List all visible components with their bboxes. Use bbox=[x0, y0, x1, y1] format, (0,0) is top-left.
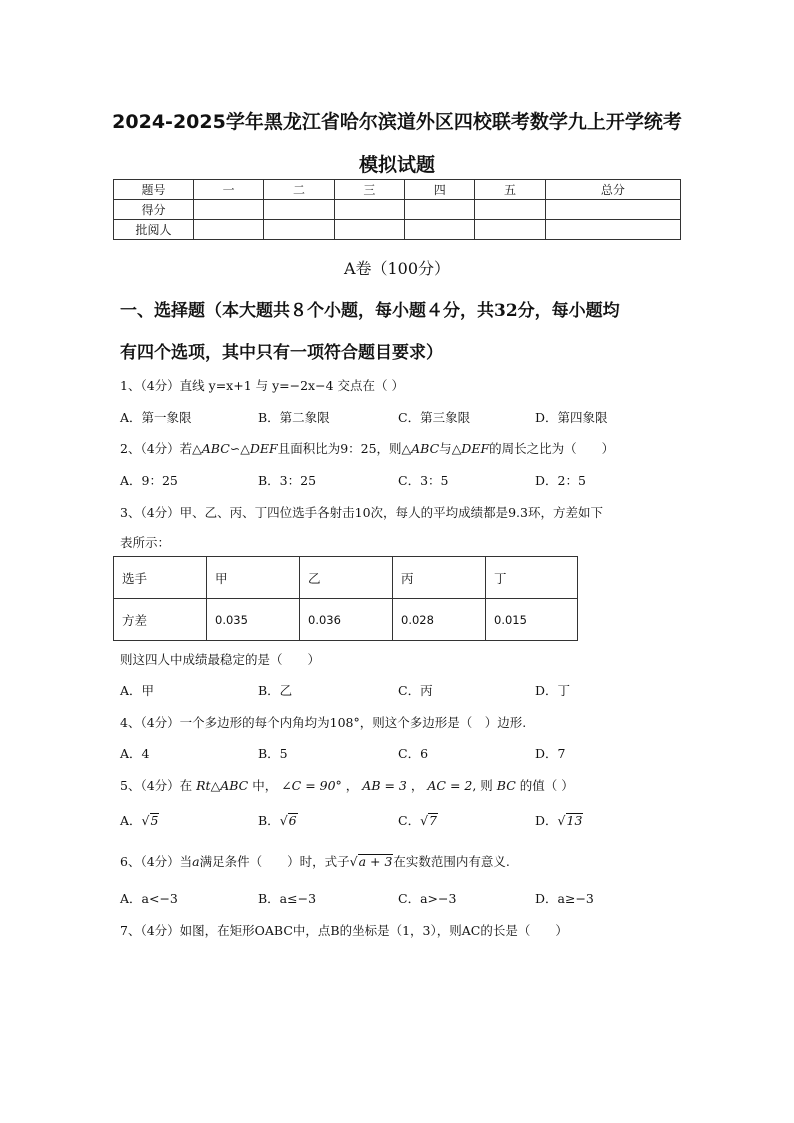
question-5 bbox=[120, 776, 574, 794]
option-c: C．丙 bbox=[398, 683, 433, 698]
question-text: 的周长之比为（ ） bbox=[489, 441, 615, 456]
question-text: ， bbox=[345, 778, 359, 793]
table-cell bbox=[194, 200, 264, 220]
radicand: a + 3 bbox=[358, 854, 393, 869]
sqrt-icon: √ bbox=[141, 813, 150, 828]
option-d: D．第四象限 bbox=[535, 410, 608, 425]
option-a: A．甲 bbox=[120, 683, 155, 698]
question-text: 中， bbox=[252, 778, 278, 793]
option-c bbox=[398, 811, 438, 829]
table-cell: 批阅人 bbox=[114, 220, 194, 240]
sqrt-icon: √ bbox=[420, 813, 429, 828]
question-text: 的值（ ） bbox=[519, 778, 574, 793]
table-cell: 总分 bbox=[545, 180, 680, 200]
table-cell: 0.036 bbox=[300, 599, 393, 641]
table-cell bbox=[405, 220, 475, 240]
score-table-row bbox=[114, 200, 681, 220]
option-d bbox=[535, 811, 583, 829]
table-cell bbox=[264, 220, 334, 240]
option-c: C．a>−3 bbox=[398, 891, 457, 906]
table-cell: 0.028 bbox=[393, 599, 486, 641]
option-label: B． bbox=[258, 813, 280, 828]
score-table-header-row bbox=[114, 180, 681, 200]
option-b: B．a≤−3 bbox=[258, 891, 317, 906]
variance-table-header-row bbox=[114, 557, 578, 599]
radicand: 6 bbox=[288, 813, 297, 828]
table-cell bbox=[545, 220, 680, 240]
radicand: 13 bbox=[566, 813, 583, 828]
math-expression: BC bbox=[496, 778, 516, 793]
table-cell: 选手 bbox=[114, 557, 207, 599]
question-2 bbox=[120, 439, 614, 457]
option-b: B．第二象限 bbox=[258, 410, 330, 425]
option-label: C． bbox=[398, 813, 421, 828]
math-expression: Rt△ABC bbox=[196, 778, 249, 793]
math-expression: △DEF bbox=[451, 441, 490, 456]
option-a: A．4 bbox=[120, 746, 150, 761]
question-3-line2: 表所示： bbox=[120, 535, 171, 550]
option-b: B．5 bbox=[258, 746, 288, 761]
sqrt-icon: √ bbox=[349, 854, 358, 869]
question-4: 4、（4分）一个多边形的每个内角均为108°，则这个多边形是（ ）边形. bbox=[120, 715, 527, 730]
question-3-prompt: 则这四人中成绩最稳定的是（ ） bbox=[120, 652, 321, 667]
table-cell bbox=[334, 220, 404, 240]
section-heading-line1: 一、选择题（本大题共８个小题，每小题４分，共32分，每小题均 bbox=[120, 301, 620, 321]
table-cell: 一 bbox=[194, 180, 264, 200]
math-expression: △ABC bbox=[401, 441, 440, 456]
question-1: 1、（4分）直线 y=x+1 与 y=−2x−4 交点在（ ） bbox=[120, 378, 404, 393]
table-cell: 五 bbox=[475, 180, 545, 200]
table-cell bbox=[194, 220, 264, 240]
question-text: 满足条件（ ）时，式子 bbox=[199, 854, 350, 869]
option-b: B．3：25 bbox=[258, 473, 317, 488]
table-cell: 二 bbox=[264, 180, 334, 200]
option-d: D．7 bbox=[535, 746, 566, 761]
question-text: ， bbox=[410, 778, 424, 793]
table-cell bbox=[545, 200, 680, 220]
table-cell: 三 bbox=[334, 180, 404, 200]
table-cell bbox=[264, 200, 334, 220]
table-cell bbox=[405, 200, 475, 220]
option-a: A．a<−3 bbox=[120, 891, 178, 906]
table-cell: 四 bbox=[405, 180, 475, 200]
math-expression: AC = 2 bbox=[427, 778, 473, 793]
volume-title: A卷（100分） bbox=[343, 259, 451, 278]
paper-title-line2: 模拟试题 bbox=[358, 154, 435, 176]
paper-title-line1: 2024-2025学年黑龙江省哈尔滨道外区四校联考数学九上开学统考 bbox=[112, 111, 682, 133]
table-cell: 得分 bbox=[114, 200, 194, 220]
option-b bbox=[258, 811, 298, 829]
option-d: D．丁 bbox=[535, 683, 571, 698]
table-cell: 丙 bbox=[393, 557, 486, 599]
sqrt-icon: √ bbox=[557, 813, 566, 828]
sqrt-icon: √ bbox=[279, 813, 288, 828]
table-cell: 方差 bbox=[114, 599, 207, 641]
table-cell: 题号 bbox=[114, 180, 194, 200]
question-3-line1: 3、（4分）甲、乙、丙、丁四位选手各射击10次，每人的平均成绩都是9.3环，方差如下 bbox=[120, 505, 603, 520]
question-text: , 则 bbox=[472, 778, 493, 793]
question-text: 2、（4分）若 bbox=[120, 441, 193, 456]
math-expression: AB = 3 bbox=[362, 778, 407, 793]
math-variable: a bbox=[192, 854, 200, 869]
option-c: C．第三象限 bbox=[398, 410, 471, 425]
option-a: A．第一象限 bbox=[120, 410, 192, 425]
table-cell: 乙 bbox=[300, 557, 393, 599]
table-cell bbox=[475, 200, 545, 220]
score-table bbox=[113, 179, 681, 240]
option-b: B．乙 bbox=[258, 683, 293, 698]
variance-table-row bbox=[114, 599, 578, 641]
question-7: 7、（4分）如图，在矩形OABC中，点B的坐标是（1，3），则AC的长是（ ） bbox=[120, 923, 568, 938]
table-cell: 0.015 bbox=[486, 599, 578, 641]
table-cell bbox=[334, 200, 404, 220]
question-text: 与 bbox=[439, 441, 452, 456]
question-text: 在实数范围内有意义. bbox=[393, 854, 510, 869]
question-text: 5、（4分）在 bbox=[120, 778, 193, 793]
math-expression: ∠C = 90° bbox=[281, 778, 342, 793]
radicand: 5 bbox=[150, 813, 159, 828]
option-d: D．a≥−3 bbox=[535, 891, 594, 906]
variance-table bbox=[113, 556, 578, 641]
question-6 bbox=[120, 852, 510, 870]
option-d: D．2：5 bbox=[535, 473, 586, 488]
table-cell: 甲 bbox=[207, 557, 300, 599]
option-c: C．6 bbox=[398, 746, 429, 761]
option-c: C．3：5 bbox=[398, 473, 449, 488]
section-heading-line2: 有四个选项，其中只有一项符合题目要求） bbox=[120, 343, 443, 363]
question-text: 且面积比为9：25，则 bbox=[277, 441, 402, 456]
option-a: A．9：25 bbox=[120, 473, 178, 488]
table-cell: 0.035 bbox=[207, 599, 300, 641]
radicand: 7 bbox=[429, 813, 437, 828]
score-table-row bbox=[114, 220, 681, 240]
option-label: A． bbox=[120, 813, 142, 828]
table-cell bbox=[475, 220, 545, 240]
math-expression: △ABC∽△DEF bbox=[192, 441, 278, 456]
option-a bbox=[120, 811, 159, 829]
table-cell: 丁 bbox=[486, 557, 578, 599]
option-label: D． bbox=[535, 813, 558, 828]
question-text: 6、（4分）当 bbox=[120, 854, 193, 869]
